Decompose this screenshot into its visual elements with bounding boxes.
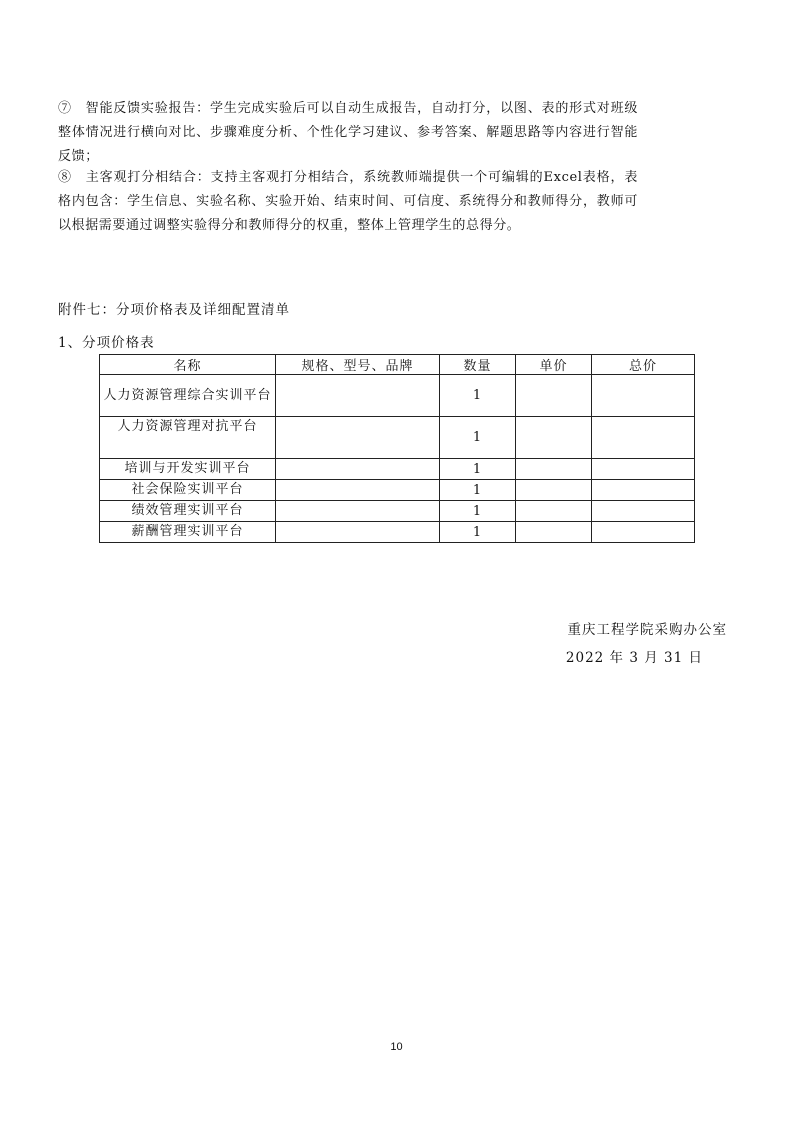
price-table: [99, 354, 695, 543]
paragraph-item-7: ⑦ 智能反馈实验报告：学生完成实验后可以自动生成报告，自动打分，以图、表的形式对班级整体情况进行横向对比、步骤难度分析、个性化学习建议、参考答案、解题思路等内容进行智能反馈；: [58, 101, 638, 164]
table-row: [100, 459, 695, 480]
cell-name: 社会保险实训平台: [100, 480, 276, 501]
page-number: 10: [390, 1041, 403, 1053]
cell-unit-price: [516, 459, 592, 480]
cell-total: [592, 417, 695, 459]
signature-org: 重庆工程学院采购办公室: [567, 622, 727, 638]
cell-qty: 1: [440, 480, 516, 501]
cell-name: 人力资源管理对抗平台: [100, 417, 276, 459]
header-spec: 规格、型号、品牌: [276, 355, 440, 375]
table-row: [100, 375, 695, 417]
cell-spec: [276, 375, 440, 417]
section-title: 1、分项价格表: [58, 335, 155, 351]
cell-total: [592, 480, 695, 501]
table-header-row: [100, 355, 695, 375]
cell-spec: [276, 459, 440, 480]
cell-unit-price: [516, 522, 592, 543]
header-unit-price: 单价: [516, 355, 592, 375]
cell-name: 薪酬管理实训平台: [100, 522, 276, 543]
cell-qty: 1: [440, 522, 516, 543]
header-qty: 数量: [440, 355, 516, 375]
table-row: [100, 417, 695, 459]
table-row: [100, 522, 695, 543]
cell-unit-price: [516, 375, 592, 417]
header-name: 名称: [100, 355, 276, 375]
cell-unit-price: [516, 417, 592, 459]
cell-spec: [276, 501, 440, 522]
cell-unit-price: [516, 480, 592, 501]
cell-qty: 1: [440, 501, 516, 522]
cell-spec: [276, 522, 440, 543]
cell-qty: 1: [440, 459, 516, 480]
cell-total: [592, 522, 695, 543]
cell-total: [592, 375, 695, 417]
paragraph-item-8: ⑧ 主客观打分相结合：支持主客观打分相结合，系统教师端提供一个可编辑的Excel表格，表格内包含：学生信息、实验名称、实验开始、结束时间、可信度、系统得分和教师得分，教师可以根据需要通过调整实验得分和教师得分的权重，整体上管理学生的总得分。: [58, 170, 638, 233]
header-total: 总价: [592, 355, 695, 375]
cell-qty: 1: [440, 375, 516, 417]
table-row: [100, 480, 695, 501]
cell-unit-price: [516, 501, 592, 522]
cell-spec: [276, 417, 440, 459]
cell-name: 人力资源管理综合实训平台: [100, 375, 276, 417]
cell-total: [592, 501, 695, 522]
cell-name: 绩效管理实训平台: [100, 501, 276, 522]
attachment-title: 附件七：分项价格表及详细配置清单: [58, 302, 290, 318]
cell-spec: [276, 480, 440, 501]
cell-total: [592, 459, 695, 480]
signature-date: 2022 年 3 月 31 日: [565, 650, 703, 666]
table-row: [100, 501, 695, 522]
cell-qty: 1: [440, 417, 516, 459]
cell-name: 培训与开发实训平台: [100, 459, 276, 480]
